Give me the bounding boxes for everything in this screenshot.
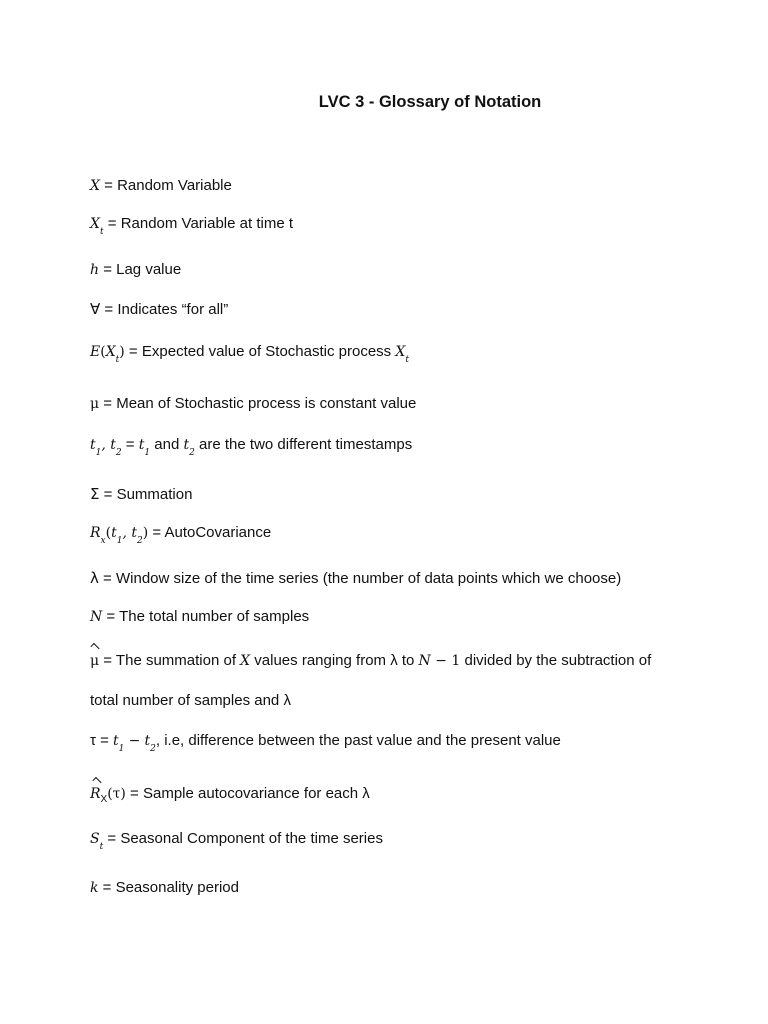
def-st: = Seasonal Component of the time series	[103, 830, 383, 847]
symbol-muhat: μ	[90, 653, 100, 669]
entry-h	[90, 261, 181, 279]
entry-muhat: μ = The summation of X values ranging from λ to N − 1 divided by the subtraction of	[90, 652, 652, 669]
symbol-mu: μ	[90, 396, 100, 412]
def-rx: = AutoCovariance	[148, 524, 272, 541]
symbol-k: k	[90, 880, 99, 896]
entry-sigma	[90, 485, 192, 504]
def-sigma: = Summation	[99, 486, 193, 503]
def-h: = Lag value	[99, 261, 182, 278]
def-t1t2-and: and	[150, 436, 184, 453]
symbol-xt: $X_t$	[90, 216, 104, 237]
entry-xt	[90, 215, 293, 235]
symbol-st: $S_t$	[90, 831, 104, 852]
def-x: = Random Variable	[99, 177, 232, 194]
symbol-h: h	[90, 262, 100, 278]
def-muhat-a: = The summation of	[99, 652, 241, 669]
def-muhat-c: divided by the subtraction of	[460, 652, 652, 669]
def-expected-eq: =	[124, 343, 142, 360]
def-k: = Seasonality period	[98, 879, 239, 896]
entry-muhat-line2	[90, 692, 291, 710]
entry-n	[90, 608, 309, 626]
def-tau: , i.e, difference between the past value and the present value	[155, 732, 561, 749]
def-lambda: = Window size of the time series (the number of data points which we choose)	[98, 570, 622, 587]
def-mu: = Mean of Stochastic process is constant value	[99, 395, 417, 412]
symbol-n: N	[90, 609, 103, 625]
def-tau-eq: τ =	[90, 732, 114, 749]
entry-rhat: $R_X(\tau)$ = Sample autocovariance for each λ	[90, 785, 370, 805]
symbol-t1t2: $t_1$, $t_2$	[90, 437, 122, 458]
def-rhat: = Sample autocovariance for each λ	[125, 785, 370, 802]
symbol-lambda: λ	[90, 569, 99, 587]
entry-forall	[90, 300, 228, 319]
entry-t1t2: $t_1$, $t_2 = t_1$ and $t_2$ are the two different timestamps	[90, 436, 413, 458]
symbol-sigma: Σ	[90, 485, 100, 503]
symbol-x: X	[90, 178, 100, 194]
entry-st	[90, 830, 383, 850]
entry-lambda	[90, 569, 621, 588]
def-muhat-line2: total number of samples and λ	[90, 692, 291, 709]
symbol-forall: ∀	[90, 300, 101, 318]
entry-tau: $\tau = t_1 - t_2$, i.e, difference between the past value and the present value	[90, 732, 561, 754]
entry-k	[90, 879, 239, 897]
entry-x	[90, 177, 232, 195]
def-n: = The total number of samples	[102, 608, 310, 625]
page-title: LVC 3 - Glossary of Notation	[318, 93, 542, 111]
def-t1t2: are the two different timestamps	[199, 436, 413, 453]
symbol-rx: $R_x$	[90, 525, 106, 546]
symbol-expected: E	[90, 344, 101, 360]
def-muhat-b: values ranging from λ to	[250, 652, 419, 669]
entry-rx: $R_x(t_1$, $t_2$) = AutoCovariance	[90, 524, 272, 546]
entry-expected: $E(X_t)$ = Expected value of Stochastic process $X_t$	[90, 343, 409, 365]
def-xt: = Random Variable at time t	[103, 215, 293, 232]
def-expected: Expected value of Stochastic process	[141, 343, 396, 360]
def-forall: = Indicates “for all”	[100, 301, 229, 318]
symbol-rhat: R	[90, 786, 101, 802]
entry-mu	[90, 395, 416, 413]
